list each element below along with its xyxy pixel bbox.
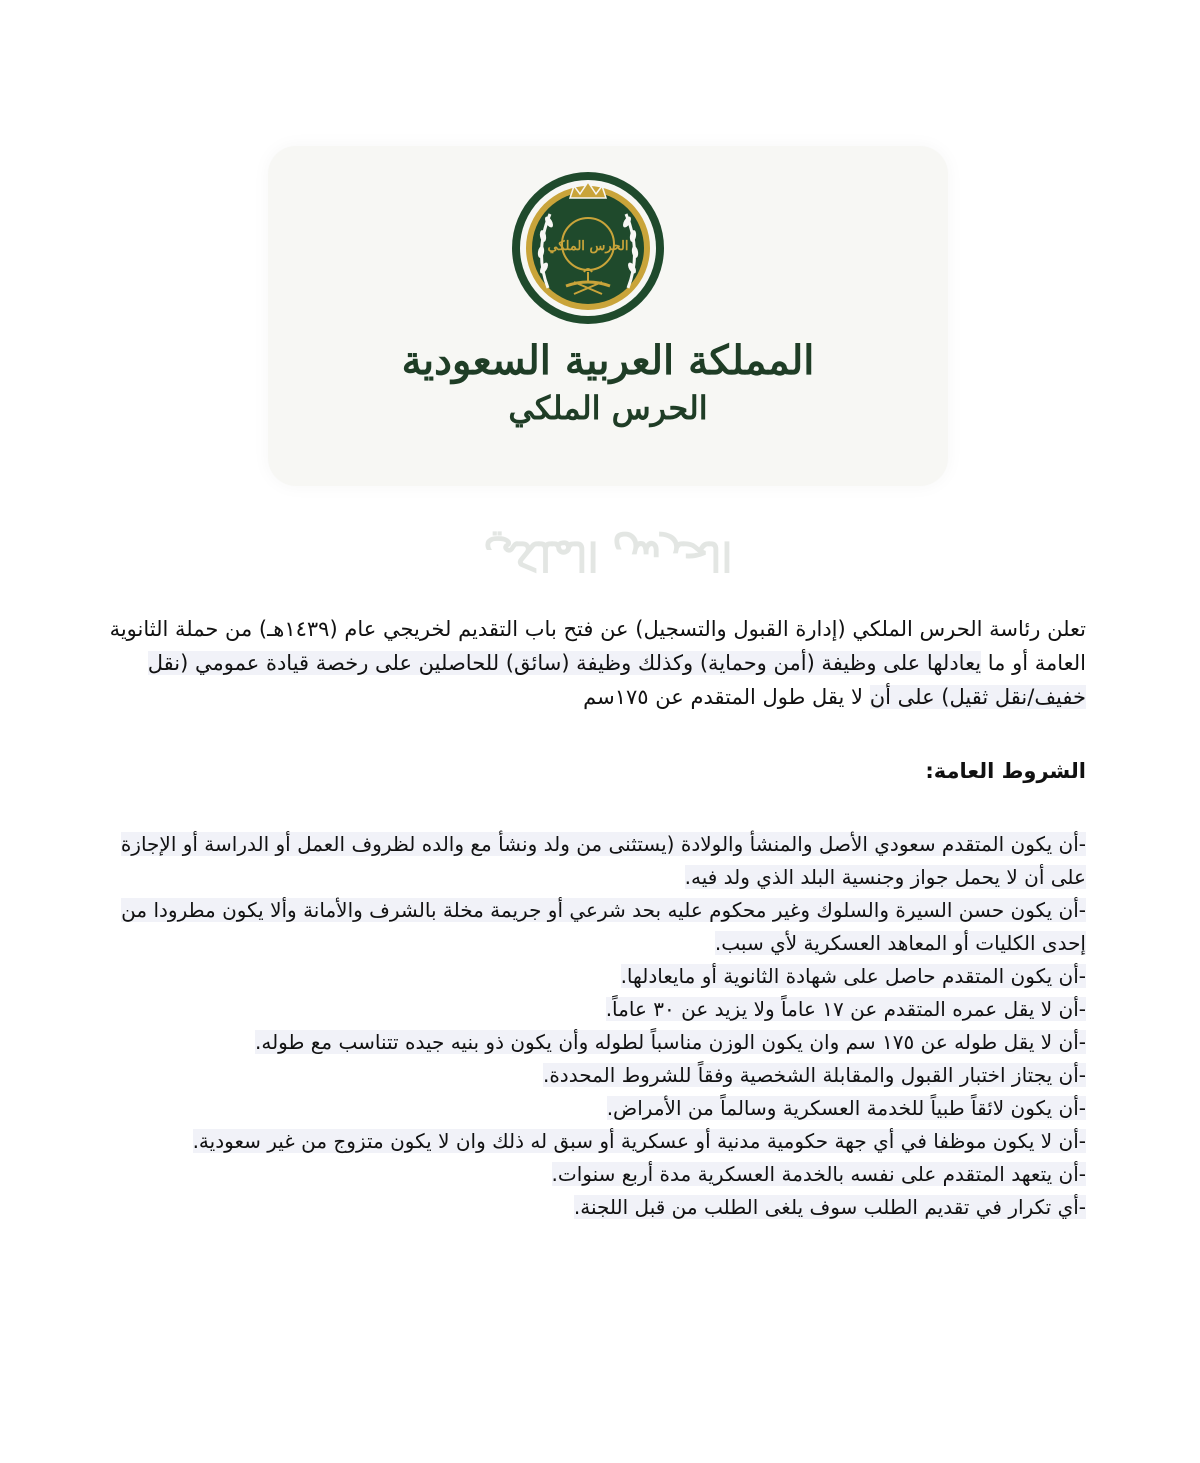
condition-item: -أن لا يكون موظفا في أي جهة حكومية مدنية أو عسكرية أو سبق له ذلك وان لا يكون متزوج من غير سعودية. (192, 1129, 1086, 1153)
announcement-intro (108, 612, 1086, 714)
section-title-general-conditions: الشروط العامة: (925, 759, 1086, 783)
condition-item: -أن يكون لائقاً طبياً للخدمة العسكرية وسالماً من الأمراض. (606, 1096, 1086, 1120)
intro-part-2: يعادلها على وظيفة (أمن وحماية) وكذلك وظيفة (سائق) للحاصلين على رخصة قيادة عمومي (نقل خفيف/نقل ثقيل) على أن (147, 651, 1086, 709)
emblem-text: الحرس الملكي (547, 239, 629, 254)
announcement-body (108, 612, 1086, 1224)
logo-reflection-text: الحرس الملكي (483, 532, 733, 579)
royal-guard-emblem-icon (508, 168, 668, 328)
conditions-list (108, 828, 1086, 1224)
intro-part-3: لا يقل طول المتقدم عن ١٧٥سم (583, 685, 864, 709)
condition-item: -أي تكرار في تقديم الطلب سوف يلغى الطلب من قبل اللجنة. (573, 1195, 1086, 1219)
logo-wordmark (380, 336, 836, 430)
condition-item: -أن يكون المتقدم حاصل على شهادة الثانوية أو مايعادلها. (620, 964, 1086, 988)
condition-item: -أن يجتاز اختبار القبول والمقابلة الشخصية وفقاً للشروط المحددة. (542, 1063, 1086, 1087)
condition-item: -أن لا يقل طوله عن ١٧٥ سم وان يكون الوزن مناسباً لطوله وأن يكون ذو بنيه جيده تتناسب مع طوله. (254, 1030, 1086, 1054)
logo-reflection (380, 520, 836, 580)
condition-item: -أن يكون حسن السيرة والسلوك وغير محكوم عليه بحد شرعي أو جريمة مخلة بالشرف والأمانة وألا يكون مطرودا من إحدى الكليات أو المعاهد العسكرية لأي سبب. (121, 898, 1086, 955)
condition-item: -أن لا يقل عمره المتقدم عن ١٧ عاماً ولا يزيد عن ٣٠ عاماً. (605, 997, 1086, 1021)
intro-part-1: تعلن رئاسة الحرس الملكي (إدارة القبول والتسجيل) عن فتح باب التقديم لخريجي عام (١٤٣٩هـ) من حملة الثانوية العامة أو ما (109, 617, 1086, 675)
logo-title-royal-guard: الحرس الملكي (508, 389, 708, 427)
condition-item: -أن يكون المتقدم سعودي الأصل والمنشأ والولادة (يستثنى من ولد ونشأ مع والده لظروف العمل أو الدراسة أو الإجازة على أن لا يحمل جواز وجنسية البلد الذي ولد فيه. (120, 832, 1086, 889)
condition-item: -أن يتعهد المتقدم على نفسه بالخدمة العسكرية مدة أربع سنوات. (551, 1162, 1086, 1186)
logo-title-kingdom: المملكة العربية السعودية (401, 337, 815, 384)
